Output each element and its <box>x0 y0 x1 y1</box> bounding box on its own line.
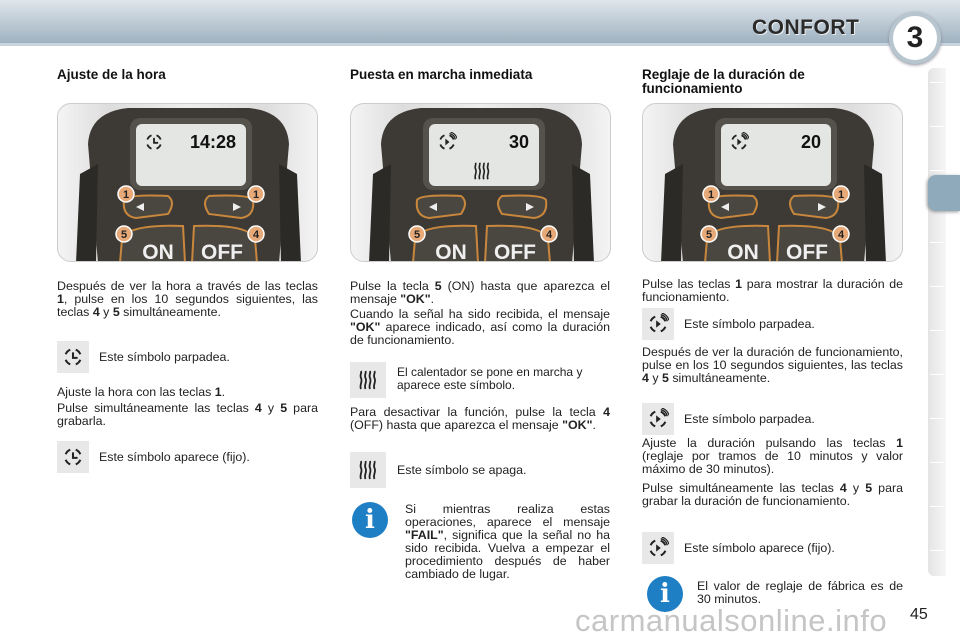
remote-illustration-2 <box>350 103 611 262</box>
icon-caption: Este símbolo aparece (fijo). <box>684 541 835 555</box>
text: , significa que la señal no ha sido recibida. Vuelva a empezar el procedimiento después de haber cambiado de lugar. <box>405 528 610 581</box>
text: simultáneamente. <box>668 371 771 385</box>
paragraph <box>350 280 610 306</box>
key-number-badge <box>833 226 849 242</box>
bold-text: "OK" <box>562 418 593 432</box>
chapter-tab[interactable] <box>930 82 944 83</box>
chapter-tab[interactable] <box>930 242 944 243</box>
icon-caption: Este símbolo parpadea. <box>684 317 815 331</box>
text: Ajuste la duración pulsando las teclas <box>642 436 897 450</box>
key-number-badge <box>116 226 132 242</box>
heater-icon <box>350 452 386 488</box>
bold-text: "FAIL" <box>405 528 444 542</box>
off-key-label: OFF <box>201 241 243 262</box>
text: (ON) hasta que aparezca el mensaje <box>350 279 611 306</box>
key-number-badge <box>409 226 425 242</box>
bold-text: "OK" <box>400 292 431 306</box>
svg-text:1: 1 <box>837 189 845 201</box>
paragraph <box>642 278 903 304</box>
bold-text: 1 <box>896 436 903 450</box>
svg-text:5: 5 <box>413 229 421 241</box>
chapter-tab[interactable] <box>930 170 944 171</box>
timer-icon <box>642 532 674 564</box>
svg-text:5: 5 <box>705 229 713 241</box>
text: y <box>99 305 113 319</box>
paragraph <box>57 402 318 428</box>
paragraph <box>57 280 318 319</box>
timer-icon <box>642 308 674 340</box>
text: simultáneamente. <box>119 305 221 319</box>
remote-display-value: 20 <box>800 132 821 152</box>
paragraph <box>350 308 610 347</box>
text: Después de ver la duración de funcionamiento, pulse en los 10 segundos siguientes, las teclas <box>642 345 903 372</box>
key-number-badge <box>703 186 719 202</box>
key-number-badge <box>701 226 717 242</box>
bold-text: 4 <box>92 305 100 319</box>
text: (OFF) hasta que aparezca el mensaje <box>350 418 563 432</box>
chapter-tab[interactable] <box>930 374 944 375</box>
on-key-label: ON <box>142 241 174 262</box>
bold-text: "OK" <box>350 320 381 334</box>
paragraph <box>642 437 903 476</box>
bold-text: 1 <box>57 292 64 306</box>
text: y <box>261 401 281 415</box>
text: y <box>648 371 662 385</box>
icon-caption: Este símbolo parpadea. <box>99 350 230 364</box>
svg-text:1: 1 <box>252 189 260 201</box>
text: El valor de reglaje de fábrica es de 30 minutos. <box>697 579 903 606</box>
timer-icon <box>642 403 674 435</box>
text: (reglaje por tramos de 10 minutos y valor máximo de 30 minutos). <box>642 449 903 476</box>
text: Para desactivar la función, pulse la tecla <box>350 405 604 419</box>
text: Ajuste la hora con las teclas <box>57 385 215 399</box>
icon-caption: Este símbolo se apaga. <box>397 463 527 477</box>
icon-caption: Este símbolo aparece (fijo). <box>99 450 250 464</box>
remote-display-value: 30 <box>508 132 529 152</box>
section-title-reglaje-duracion: Reglaje de la duración de funcionamiento <box>642 67 805 96</box>
svg-text:4: 4 <box>252 229 260 241</box>
chapter-tab[interactable] <box>930 286 944 287</box>
bold-text: 5 <box>112 305 120 319</box>
text: . <box>592 418 596 432</box>
chapter-number-badge: 3 <box>889 12 941 64</box>
off-key-label: OFF <box>786 241 828 262</box>
section-title-ajuste-hora: Ajuste de la hora <box>57 67 166 82</box>
chapter-title: CONFORT <box>752 16 860 39</box>
chapter-tab[interactable] <box>930 462 944 463</box>
bold-text: 5 <box>865 481 873 495</box>
chapter-tab[interactable] <box>930 418 944 419</box>
svg-text:4: 4 <box>837 229 845 241</box>
bold-text: 5 <box>434 279 442 293</box>
bold-text: 5 <box>662 371 669 385</box>
right-arrow-key <box>498 196 546 219</box>
text: . <box>221 385 226 399</box>
text: para grabar la duración de funcionamiento. <box>642 481 903 508</box>
paragraph <box>642 346 903 385</box>
off-key-label: OFF <box>494 241 536 262</box>
bold-text: 4 <box>839 481 847 495</box>
remote-illustration-1 <box>57 103 318 262</box>
text: y <box>846 481 866 495</box>
paragraph <box>350 406 610 432</box>
key-number-badge <box>118 186 134 202</box>
info-icon: i <box>647 576 683 612</box>
bold-text: 4 <box>642 371 649 385</box>
chapter-tab[interactable] <box>930 330 944 331</box>
info-note <box>405 503 610 581</box>
text: para mostrar la duración de funcionamiento. <box>642 277 904 304</box>
clock-icon <box>57 341 89 373</box>
key-number-badge <box>833 186 849 202</box>
chapter-tab[interactable] <box>930 506 944 507</box>
watermark: carmanualsonline.info <box>575 603 888 638</box>
text: Pulse las teclas <box>642 277 736 291</box>
text: Pulse simultáneamente las teclas <box>57 401 255 415</box>
clock-icon <box>57 441 89 473</box>
text: Cuando la señal ha sido recibida, el mensaje <box>350 307 610 321</box>
section-title-puesta-marcha: Puesta en marcha inmediata <box>350 67 533 82</box>
key-number-badge <box>248 226 264 242</box>
svg-text:4: 4 <box>545 229 553 241</box>
icon-caption: Este símbolo parpadea. <box>684 412 815 426</box>
key-number-badge <box>541 226 557 242</box>
svg-text:1: 1 <box>122 189 130 201</box>
bold-text: 1 <box>214 385 222 399</box>
text: Después de ver la hora a través de las teclas <box>57 279 318 293</box>
remote-illustration-3 <box>642 103 903 262</box>
bold-text: 4 <box>603 405 610 419</box>
svg-text:5: 5 <box>120 229 128 241</box>
paragraph <box>642 482 903 508</box>
text: Si mientras realiza estas operaciones, aparece el mensaje <box>405 502 610 529</box>
chapter-tabs-strip <box>928 68 946 576</box>
key-number-badge <box>248 186 264 202</box>
chapter-tab[interactable] <box>930 550 944 551</box>
info-icon: i <box>352 502 388 538</box>
on-key-label: ON <box>435 241 467 262</box>
paragraph <box>57 386 318 399</box>
text: , pulse en los 10 segundos siguientes, las teclas <box>57 292 318 319</box>
bold-text: 1 <box>735 277 743 291</box>
bold-text: 4 <box>254 401 262 415</box>
text: para grabarla. <box>57 401 318 428</box>
remote-display-value: 14:28 <box>189 132 236 152</box>
right-arrow-key <box>205 196 253 219</box>
right-arrow-key <box>790 196 838 219</box>
text: . <box>430 292 435 306</box>
page-number: 45 <box>910 606 928 623</box>
bold-text: 5 <box>280 401 288 415</box>
icon-caption: El calentador se pone en marcha y aparece este símbolo. <box>397 365 583 392</box>
text: Pulse simultáneamente las teclas <box>642 481 840 495</box>
svg-text:1: 1 <box>707 189 715 201</box>
heater-icon <box>350 362 386 398</box>
left-arrow-key <box>417 196 465 219</box>
text: Pulse la tecla <box>350 279 435 293</box>
text: aparece indicado, así como la duración de funcionamiento. <box>350 320 610 347</box>
chapter-tab-active[interactable] <box>928 175 960 211</box>
chapter-tab[interactable] <box>930 126 944 127</box>
on-key-label: ON <box>727 241 759 262</box>
